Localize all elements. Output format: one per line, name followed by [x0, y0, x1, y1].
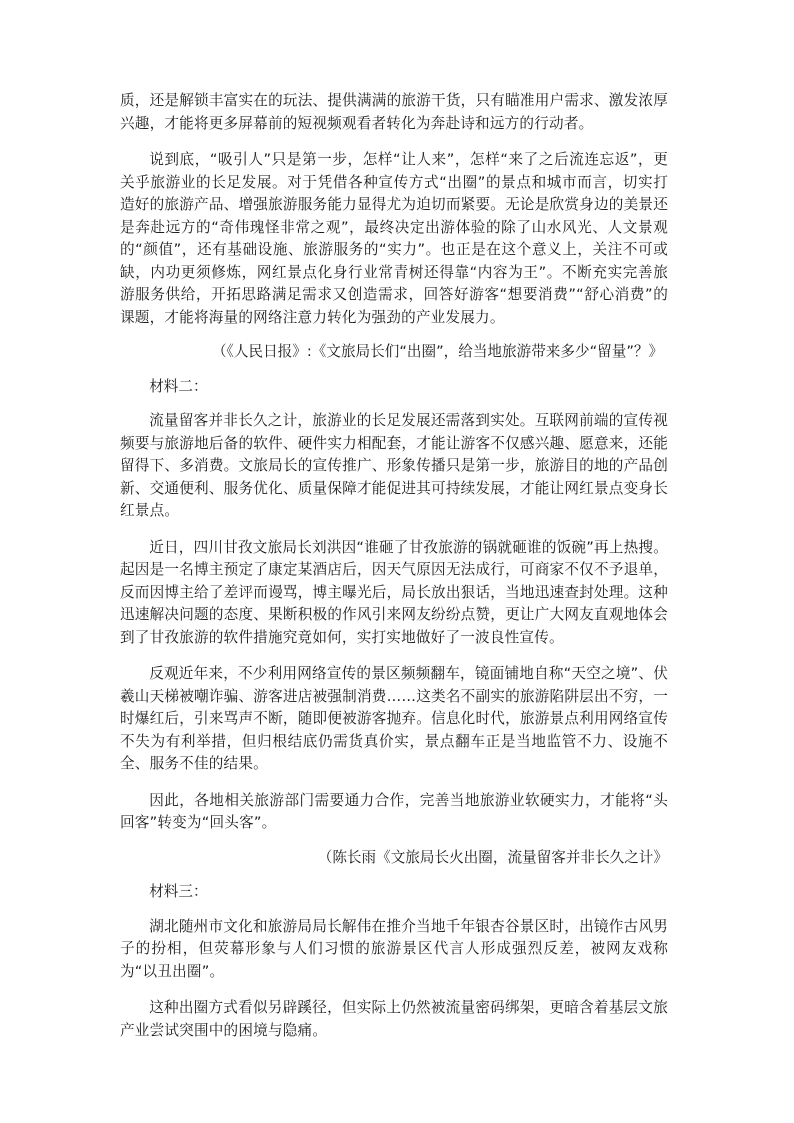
- paragraph-continued: 质，还是解锁丰富实在的玩法、提供满满的旅游干货，只有瞄准用户需求、激发浓厚兴趣，才能将更多屏幕前的短视频观看者转化为奔赴诗和远方的行动者。: [120, 92, 668, 132]
- source-citation-2: （陈长雨《文旅局长火出圈，流量留客并非长久之计》: [317, 848, 668, 866]
- paragraph-6: 湖北随州市文化和旅游局局长解伟在推介当地千年银杏谷景区时，出镜作古风男子的扮相，但荧幕形象与人们习惯的旅游景区代言人形成强烈反差，被网友戏称为“以丑出圈”。: [120, 917, 668, 980]
- document-body: [120, 90, 668, 1042]
- paragraph-7: 这种出圈方式看似另辟蹊径，但实际上仍然被流量密码绑架，更暗含着基层文旅产业尝试突围中的困境与隐痛。: [120, 999, 668, 1039]
- paragraph-3: 近日，四川甘孜文旅局长刘洪因“谁砸了甘孜旅游的锅就砸谁的饭碗”再上热搜。起因是一名博主预定了康定某酒店后，因天气原因无法成行，可商家不仅不予退单，反而因博主给了差评而谩骂，博主曝光后，局长放出狠话，当地迅速查封处理。这种迅速解决问题的态度、果断积极的作风引来网友纷纷点赞，更让广大网友直观地体会到了甘孜旅游的软件措施究竟如何，实打实地做好了一波良性宣传。: [120, 538, 668, 646]
- paragraph-2: 流量留客并非长久之计，旅游业的长足发展还需落到实处。互联网前端的宣传视频要与旅游地后备的软件、硬件实力相配套，才能让游客不仅感兴趣、愿意来，还能留得下、多消费。文旅局长的宣传推广、形象传播只是第一步，旅游目的地的产品创新、交通便利、服务优化、质量保障才能促进其可持续发展，才能让网红景点变身长红景点。: [120, 412, 668, 519]
- source-citation-1: （《人民日报》:《文旅局长们“出圈”，给当地旅游带来多少“留量”？》: [212, 343, 664, 360]
- material-three-label: 材料三：: [149, 883, 208, 900]
- paragraph-4: 反观近年来，不少利用网络宣传的景区频频翻车，镜面铺地自称“天空之境”、伏羲山天梯被嘲诈骗、游客进店被强制消费……这类名不副实的旅游陷阱层出不穷，一时爆红后，引来骂声不断，随即便被游客抛弃。信息化时代，旅游景点利用网络宣传不失为有利举措，但归根结底仍需货真价实，景点翻车正是当地监管不力、设施不全、服务不佳的结果。: [120, 665, 668, 772]
- material-two-label: 材料二：: [149, 377, 208, 395]
- paragraph-1: 说到底，“吸引人”只是第一步，怎样“让人来”，怎样“来了之后流连忘返”，更关乎旅游业的长足发展。对于凭借各种宣传方式“出圈”的景点和城市而言，切实打造好的旅游产品、增强旅游服务能力显得尤为迫切而紧要。无论是欣赏身边的美景还是奔赴远方的“奇伟瑰怪非常之观”，最终决定出游体验的除了山水风光、人文景观的“颜值”，还有基础设施、旅游服务的“实力”。也正是在这个意义上，关注不可或缺，内功更须修炼，网红景点化身行业常青树还得靠“内容为王”。不断充实完善旅游服务供给，开拓思路满足需求又创造需求，回答好游客“想要消费”“舒心消费”的课题，才能将海量的网络注意力转化为强劲的产业发展力。: [120, 151, 668, 326]
- paragraph-5: 因此，各地相关旅游部门需要通力合作，完善当地旅游业软硬实力，才能将“头回客”转变为“回头客”。: [120, 791, 668, 831]
